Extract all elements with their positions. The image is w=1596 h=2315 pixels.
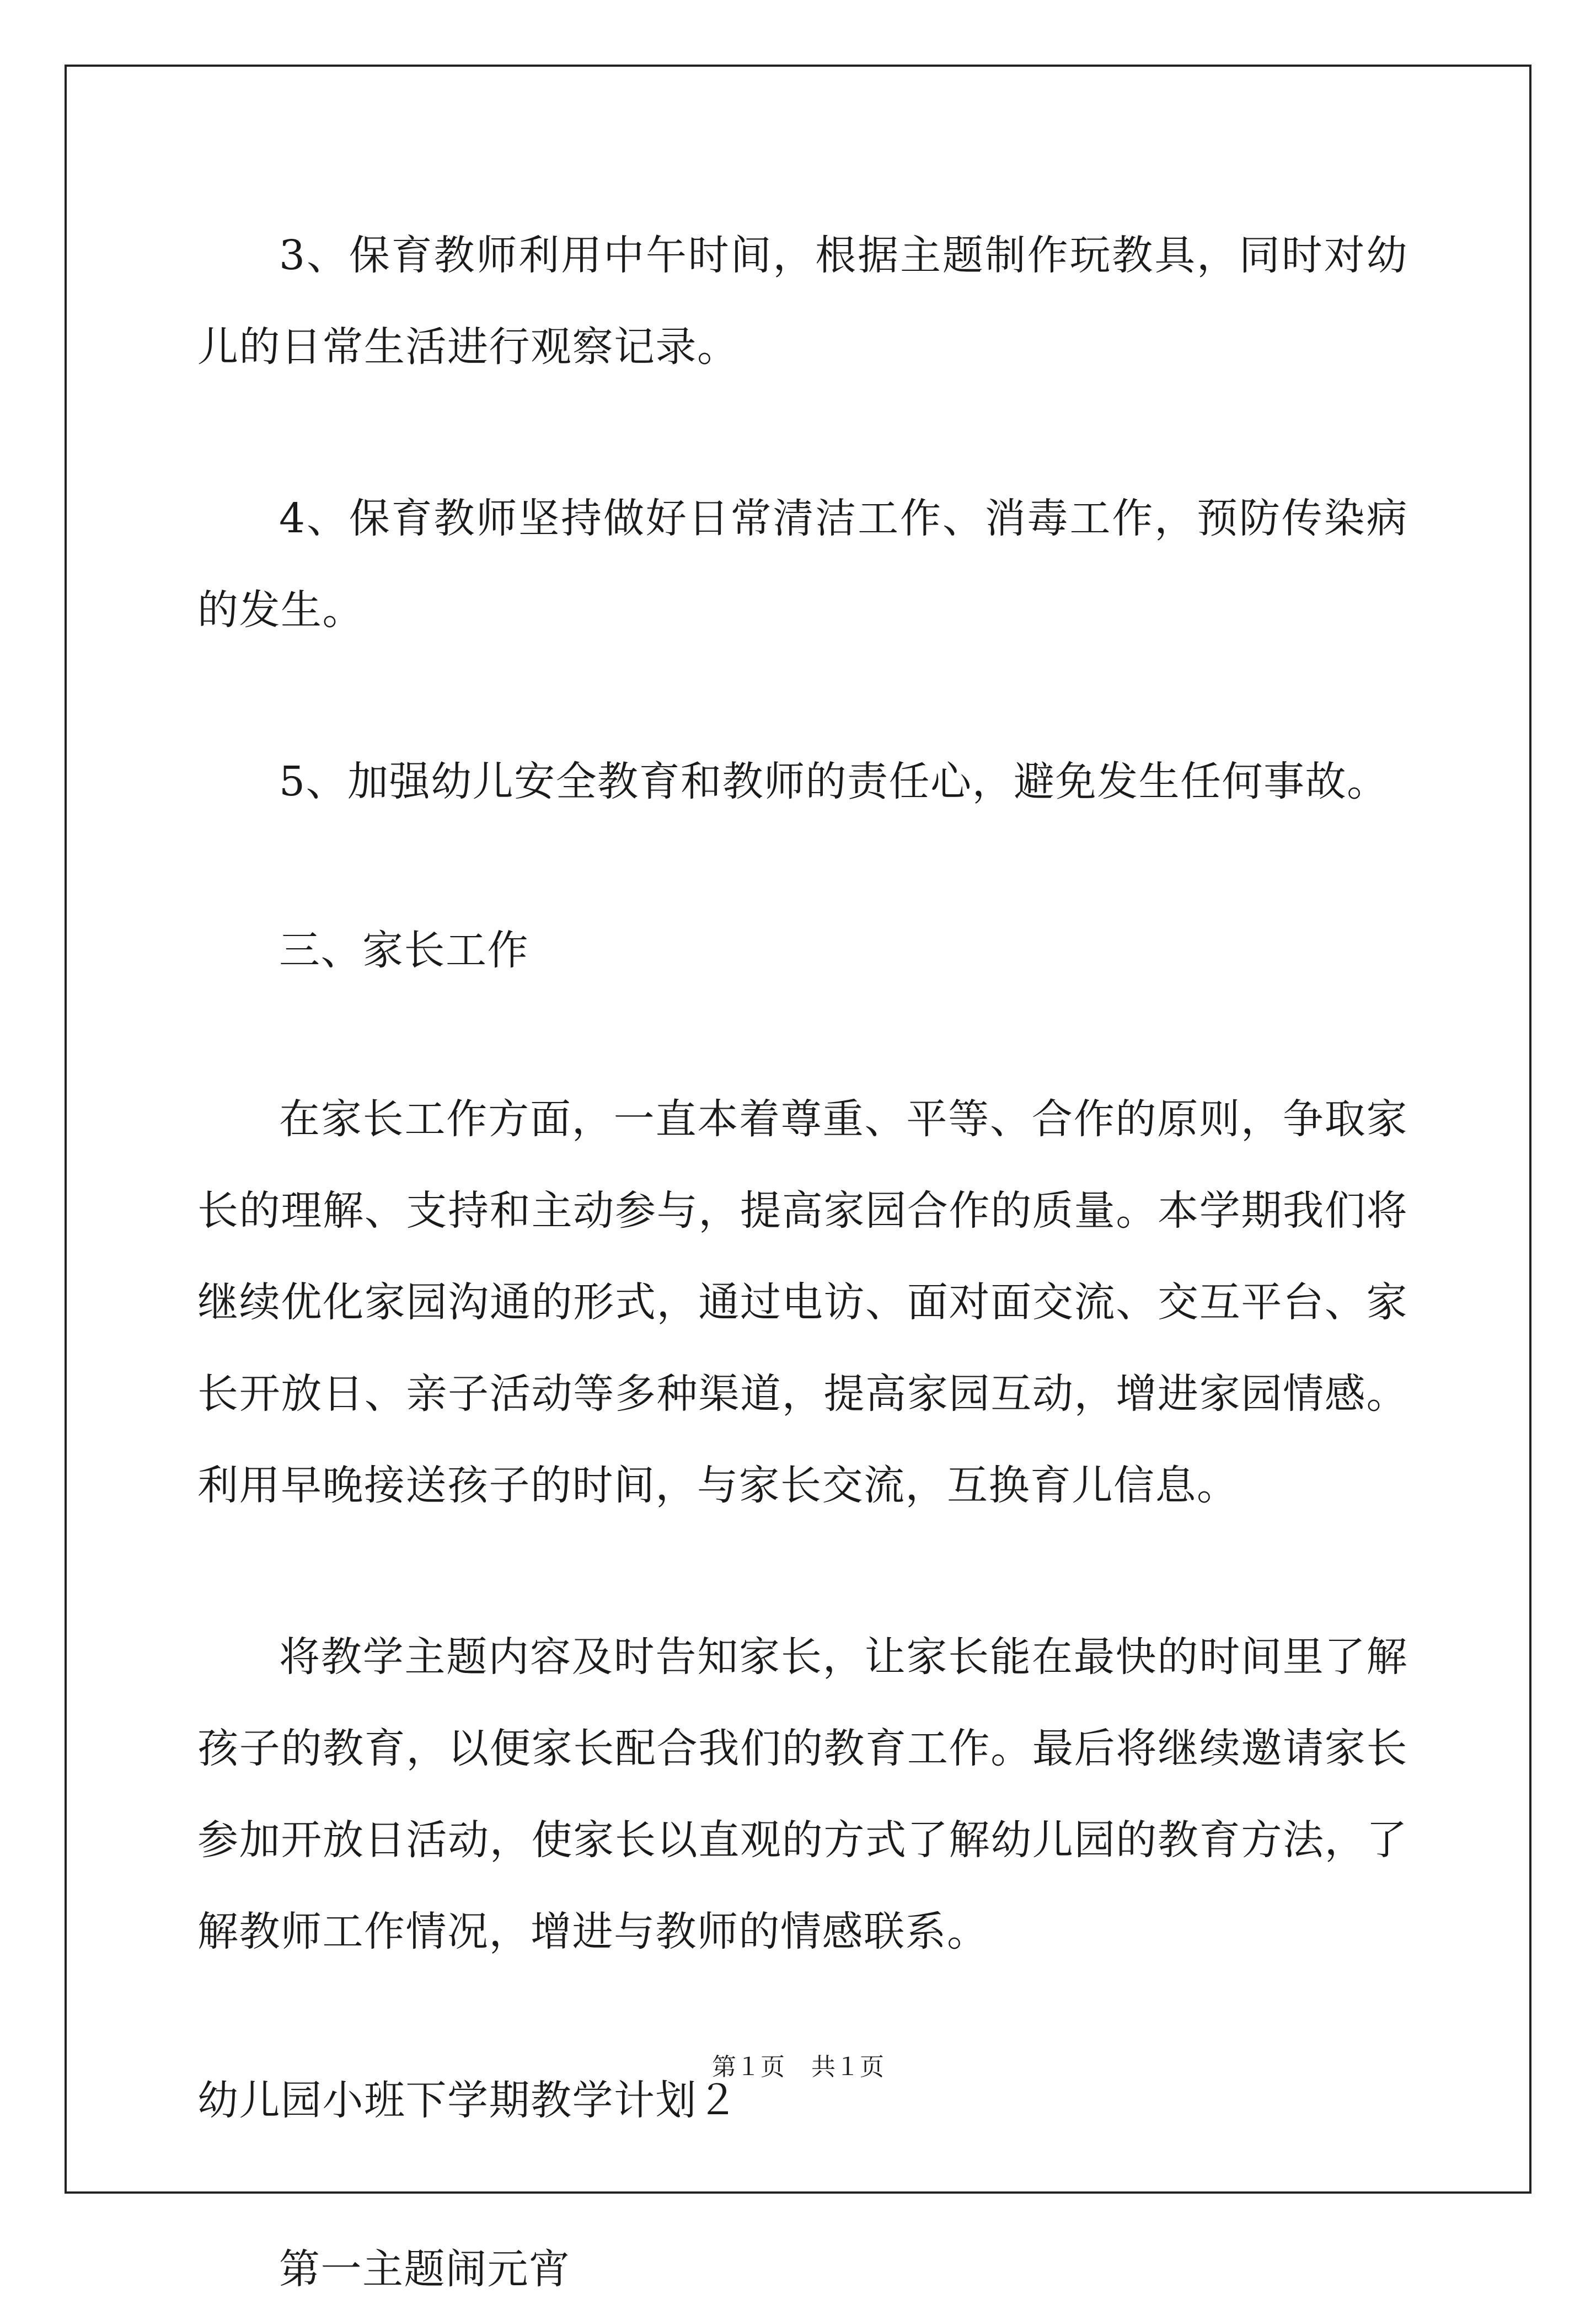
paragraph-parent-work: 在家长工作方面，一直本着尊重、平等、合作的原则，争取家长的理解、支持和主动参与，提高家园合作的质量。本学期我们将继续优化家园沟通的形式，通过电访、面对面交流、交互平台、家长开放日、亲子活动等多种渠道，提高家园互动，增进家园情感。利用早晚接送孩子的时间，与家长交流，互换育儿信息。: [197, 1095, 1408, 1509]
page-number-current: 第１页: [712, 2053, 785, 2081]
section-heading-first-theme: 第一主题闹元宵: [279, 2246, 571, 2293]
page-number-total: 共１页: [811, 2053, 884, 2081]
paragraph-item-4: 4、保育教师坚持做好日常清洁工作、消毒工作，预防传染病的发生。: [197, 495, 1408, 634]
document-title-plan-2: 幼儿园小班下学期教学计划２: [197, 2077, 739, 2124]
section-heading-parent-work: 三、家长工作: [279, 927, 529, 974]
page-footer: [0, 2051, 1596, 2084]
document-body: [197, 210, 1408, 2315]
paragraph-item-5: 5、加强幼儿安全教育和教师的责任心，避免发生任何事故。: [279, 758, 1389, 805]
paragraph-inform-parents: 将教学主题内容及时告知家长，让家长能在最快的时间里了解孩子的教育，以便家长配合我们的教育工作。最后将继续邀请家长参加开放日活动，使家长以直观的方式了解幼儿园的教育方法，了解教师工作情况，增进与教师的情感联系。: [197, 1633, 1408, 1955]
paragraph-item-3: 3、保育教师利用中午时间，根据主题制作玩教具，同时对幼儿的日常生活进行观察记录。: [197, 232, 1408, 371]
